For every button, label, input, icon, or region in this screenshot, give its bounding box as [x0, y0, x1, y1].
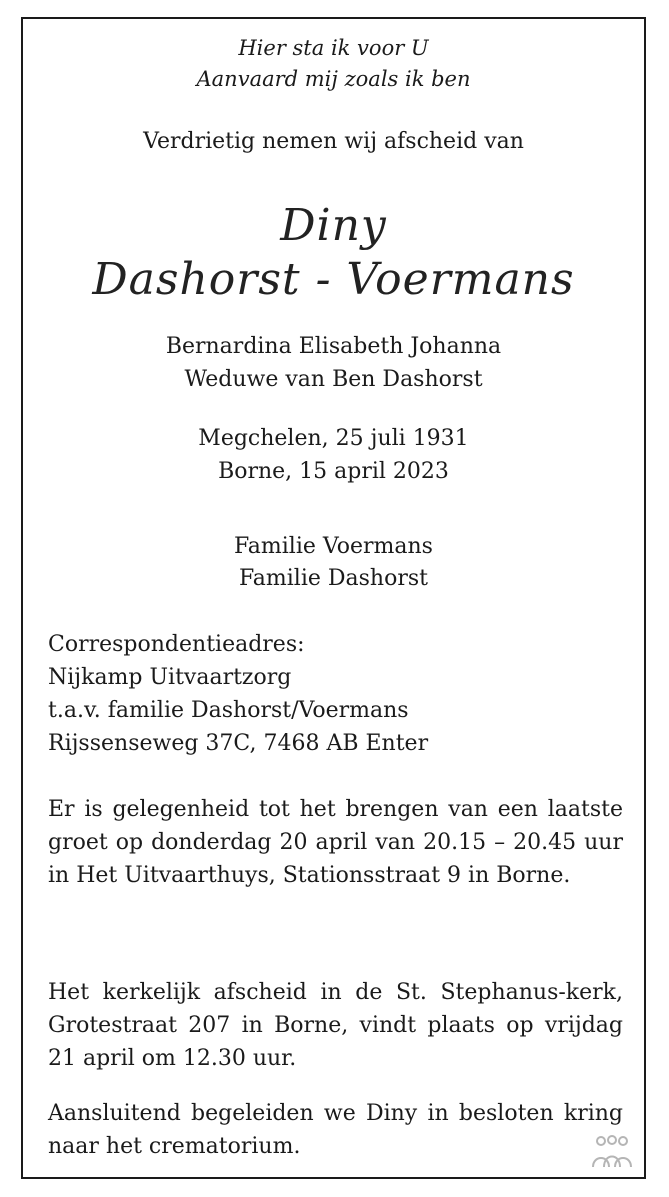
life-dates: [23, 422, 644, 488]
church-service-paragraph: Het kerkelijk afscheid in de St. Stephanus-kerk, Grotestraat 207 in Borne, vindt plaats op vrijdag 21 april om 12.30 uur.: [48, 980, 623, 1071]
address-line: Correspondentieadres:: [48, 632, 305, 657]
motto-line: Aanvaard mij zoals ik ben: [196, 67, 471, 91]
visitation-paragraph: Er is gelegenheid tot het brengen van een laatste groet op donderdag 20 april van 20.15 – 20.45 uur in Het Uitvaarthuys, Stationsstraat 9 in Borne.: [48, 797, 623, 888]
motto-line: Hier sta ik voor U: [238, 36, 429, 60]
address-line: Rijssenseweg 37C, 7468 AB Enter: [48, 731, 429, 756]
full-name-block: [23, 330, 644, 396]
full-name: Bernardina Elisabeth Johanna: [165, 334, 502, 359]
surname: Dashorst - Voermans: [92, 254, 575, 305]
people-group-icon: [588, 1135, 636, 1169]
death-date: Borne, 15 april 2023: [218, 459, 449, 484]
intro-text: Verdrietig nemen wij afscheid van: [143, 129, 524, 154]
first-name: Diny: [280, 200, 387, 251]
correspondence-address: [48, 628, 623, 760]
cremation-paragraph: Aansluitend begeleiden we Diny in besloten kring naar het crematorium.: [48, 1101, 623, 1159]
deceased-name: [23, 199, 644, 307]
address-line: t.a.v. familie Dashorst/Voermans: [48, 698, 409, 723]
announcement-frame: [21, 17, 646, 1179]
family-name: Familie Voermans: [234, 534, 433, 559]
widow-line: Weduwe van Ben Dashorst: [184, 367, 483, 392]
address-line: Nijkamp Uitvaartzorg: [48, 665, 292, 690]
birth-date: Megchelen, 25 juli 1931: [198, 426, 469, 451]
motto: [23, 33, 644, 95]
family-name: Familie Dashorst: [239, 566, 428, 591]
family-block: [23, 531, 644, 595]
